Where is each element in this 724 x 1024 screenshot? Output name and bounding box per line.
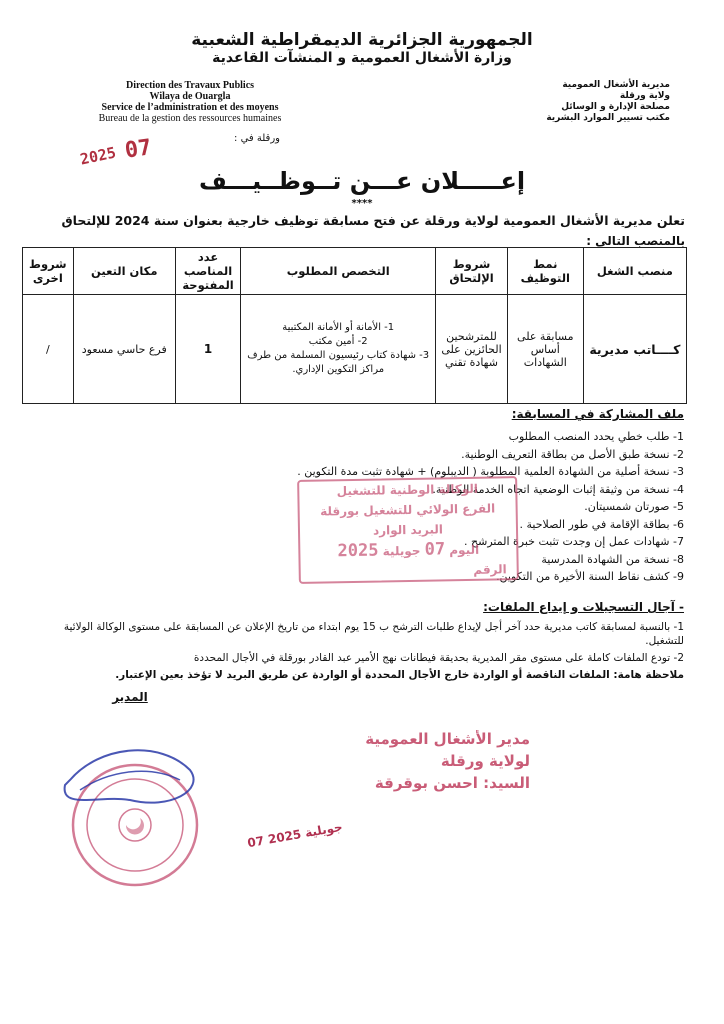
signature-date: 07 جويلية 2025 bbox=[246, 819, 344, 851]
director-label: المدير bbox=[112, 690, 148, 704]
specialty-item: 3- شهادة كتاب رئيسيون المسلمة من طرف مراكز التكوين الإداري. bbox=[247, 350, 430, 375]
list-item: 8- نسخة من الشهادة المدرسية bbox=[541, 552, 684, 566]
file-section-title: ملف المشاركة في المسابقة: bbox=[511, 407, 684, 421]
stamp-num-label: الرقم bbox=[473, 562, 507, 577]
column-header: مكان التعين bbox=[73, 248, 175, 295]
list-item: 5- صورتان شمسيتان. bbox=[584, 500, 684, 513]
ar-line: مكتب تسيير الموارد البشرية bbox=[546, 113, 670, 123]
list-item: 7- شهادات عمل إن وجدت تثبت خبرة المترشح . bbox=[464, 535, 684, 548]
column-header: نمط التوظيف bbox=[507, 248, 583, 295]
signature-line: مدير الأشغال العمومية bbox=[365, 730, 530, 748]
intro-text: تعلن مديرية الأشغال العمومية لولاية ورقلة عن فتح مسابقة توظيف خارجية بعنوان سنة 2024 للإلتحاق bbox=[61, 213, 685, 228]
stamp-year: 2025 bbox=[337, 540, 379, 562]
column-header: التخصص المطلوب bbox=[241, 248, 436, 295]
place-date: ورقلة في : bbox=[234, 133, 280, 144]
cell-location: فرع حاسي مسعود bbox=[73, 295, 175, 404]
arabic-letterhead bbox=[470, 80, 670, 124]
stamp-day-label: اليوم bbox=[449, 542, 480, 558]
stamp-month: جويلية bbox=[382, 543, 421, 559]
ar-line: مصلحة الإدارة و الوسائل bbox=[561, 102, 670, 112]
signature-line: لولاية ورقلة bbox=[440, 752, 530, 770]
republic-heading: الجمهورية الجزائرية الديمقراطية الشعبية bbox=[191, 30, 533, 50]
stamp-line: الفرع الولائي للتشغيل بورقلة bbox=[320, 501, 496, 519]
cell-post: كــــاتب مديرية bbox=[583, 295, 686, 404]
french-letterhead bbox=[40, 80, 340, 124]
ar-line: مديرية الأشغال العمومية bbox=[562, 80, 670, 90]
column-header: منصب الشغل bbox=[583, 248, 686, 295]
registration-list bbox=[34, 620, 684, 685]
ar-line: ولاية ورقلة bbox=[619, 91, 670, 101]
column-header: عدد المناصب المفتوحة bbox=[175, 248, 240, 295]
title-stars: **** bbox=[351, 198, 373, 209]
important-note: ملاحظة هامة: الملفات الناقصة أو الواردة خارج الأجال المحددة أو الواردة عن طريق البريد لا تؤخذ بعين الإعتبار. bbox=[115, 669, 684, 681]
list-item: 1- طلب خطي يحدد المنصب المطلوب bbox=[508, 430, 684, 443]
list-item: 3- نسخة أصلية من الشهادة العلمية المطلوبة ( الديبلوم) + شهادة تثبت مدة التكوين . bbox=[297, 465, 684, 478]
jobs-table bbox=[22, 247, 687, 404]
cell-mode: مسابقة على أساس الشهادات bbox=[507, 295, 583, 404]
employment-agency-stamp bbox=[297, 476, 519, 584]
intro-tail: بالمنصب التالي : bbox=[586, 234, 685, 248]
cell-conditions: للمترشحين الحائزين على شهادة تقني bbox=[436, 295, 508, 404]
list-item: 2- تودع الملفات كاملة على مستوى مقر المديرية بحديقة فيطانات نهج الأمير عبد القادر بورقلة في الأجال المحددة bbox=[193, 652, 684, 664]
ministry-heading: وزارة الأشغال العمومية و المنشآت القاعدية bbox=[212, 50, 512, 66]
stamp-line: الوكالة الوطنية للتشغيل bbox=[336, 481, 479, 499]
specialty-item: 1- الأمانة أو الأمانة المكتبية bbox=[282, 322, 395, 333]
cell-count: 1 bbox=[175, 295, 240, 404]
date-stamp-year: 2025 bbox=[78, 143, 118, 169]
list-item: 9- كشف نقاط السنة الأخيرة من التكوين. bbox=[496, 570, 684, 583]
list-item: 6- بطاقة الإقامة في طور الصلاحية . bbox=[519, 517, 684, 531]
director-signature-stamp bbox=[290, 728, 530, 794]
column-header: شروط الإلتحاق bbox=[436, 248, 508, 295]
registration-title: - آجال التسجيلات و إيداع الملفات: bbox=[483, 600, 684, 614]
list-item: 1- بالنسبة لمسابقة كاتب مديرية حدد آخر أجل لإيداع طلبات الترشح ب 15 يوم ابتداء من تاريخ الإعلان عن المسابقة على مستوى الوكالة الولائية للتشغيل. bbox=[63, 621, 684, 647]
list-item: 4- نسخة من وثيقة إثبات الوضعية اتجاه الخدمة الوطنية. bbox=[432, 482, 684, 496]
official-seal bbox=[40, 740, 210, 890]
fr-line: Service de l’administration et des moyens bbox=[101, 102, 279, 113]
specialty-item: 2- أمين مكتب bbox=[308, 336, 368, 347]
column-header: شروط اخرى bbox=[23, 248, 74, 295]
fr-line: Bureau de la gestion des ressources humaines bbox=[98, 113, 282, 124]
table-row bbox=[23, 295, 687, 404]
stamp-day: 07 bbox=[424, 539, 446, 560]
fr-line: Wilaya de Ouargla bbox=[149, 91, 231, 102]
table-header-row bbox=[23, 248, 687, 295]
fr-line: Direction des Travaux Publics bbox=[125, 80, 255, 91]
cell-specialties bbox=[241, 295, 436, 404]
list-item: 2- نسخة طبق الأصل من بطاقة التعريف الوطنية. bbox=[461, 447, 684, 461]
cell-other: / bbox=[23, 295, 74, 404]
signature-line: السيد: احسن بوقرقة bbox=[374, 774, 530, 792]
date-stamp-day: 07 bbox=[123, 135, 154, 164]
stamp-line: البريد الوارد bbox=[372, 522, 444, 538]
page-title: إعـــــلان عـــن تــوظــيـــف bbox=[198, 167, 526, 195]
